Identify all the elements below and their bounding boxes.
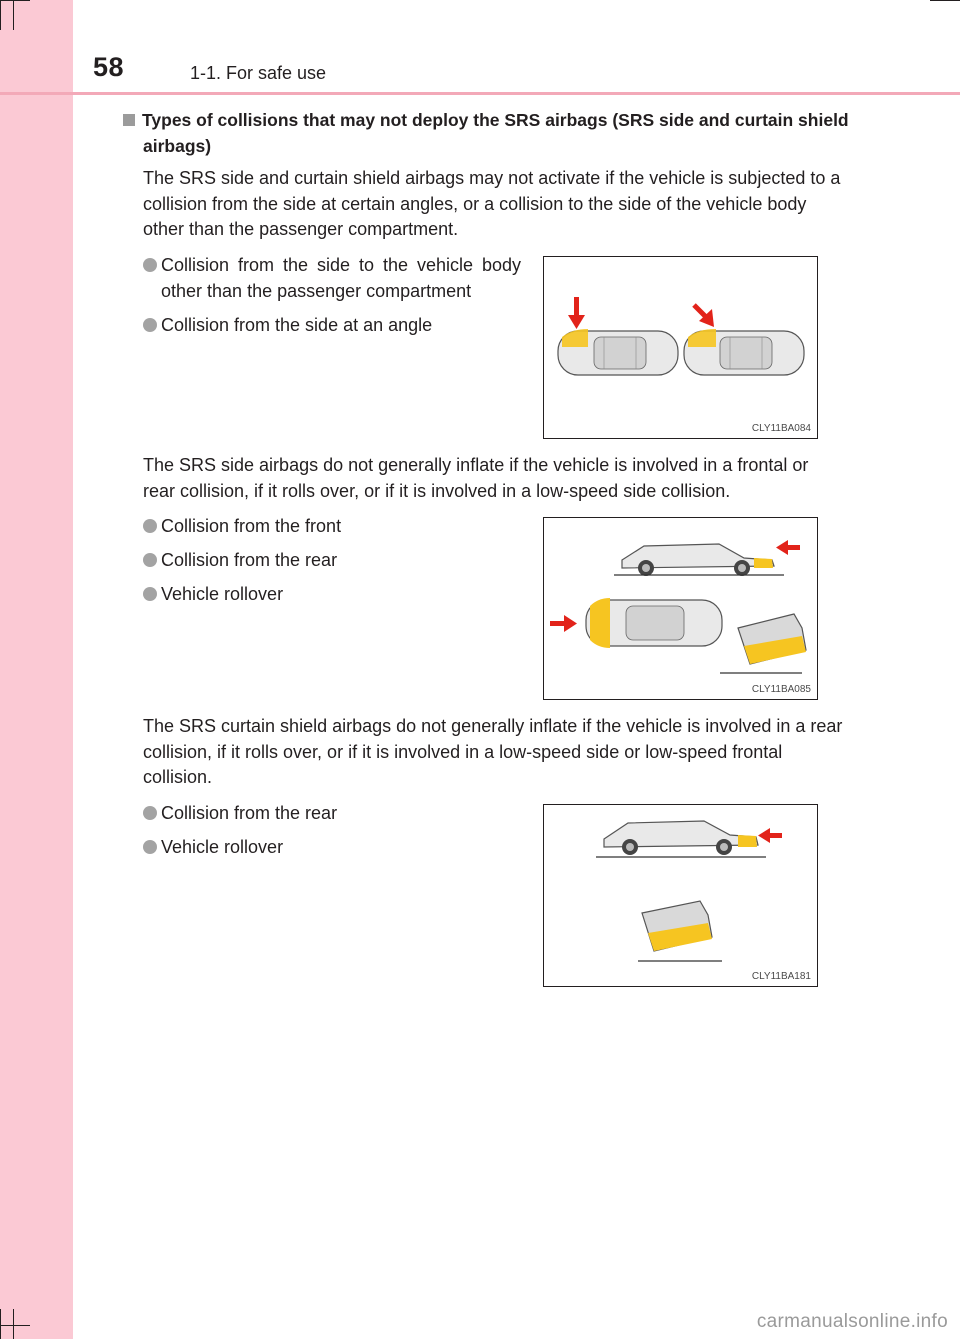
crop-mark: [0, 0, 1, 30]
bullet-text: Collision from the rear: [161, 803, 338, 823]
crop-mark: [930, 0, 960, 1]
crop-mark: [13, 0, 14, 30]
subheading-line2: airbags): [143, 136, 212, 156]
car-top-view-icon: [586, 598, 722, 648]
circle-bullet-icon: [143, 519, 157, 533]
watermark: carmanualsonline.info: [756, 1311, 948, 1332]
impact-arrow-icon: [776, 540, 800, 555]
bullet-item: [143, 800, 337, 826]
car-rollover-icon: [638, 901, 722, 961]
bullet-text: Vehicle rollover: [161, 837, 284, 857]
rear-rollover-illustration: [544, 805, 817, 986]
bullet-item: [143, 312, 432, 338]
impact-arrow-icon: [550, 615, 577, 632]
subheading-line1: Types of collisions that may not deploy the SRS airbags (SRS side and curtain shield: [142, 110, 849, 130]
bullet-text: Collision from the front: [161, 516, 342, 536]
car-side-view-icon: [596, 821, 766, 857]
front-rear-rollover-illustration: [544, 518, 817, 699]
bullet-text: Collision from the side at an angle: [161, 315, 433, 335]
car-side-view-icon: [614, 544, 784, 576]
intro-paragraph: The SRS side and curtain shield airbags may not activate if the vehicle is subjected to a collision from the side at certain angles, or a collision to the side of the vehicle body other than the passenger compartment.: [143, 168, 841, 239]
crop-mark: [0, 1325, 30, 1326]
circle-bullet-icon: [143, 587, 157, 601]
car-top-view-icon: [558, 329, 678, 375]
car-rollover-icon: [720, 614, 806, 673]
figure-code: CLY11BA084: [751, 423, 811, 434]
bullet-item: [143, 547, 337, 573]
circle-bullet-icon: [143, 553, 157, 567]
figure-rear-rollover: [543, 804, 818, 987]
side-collision-illustration: [544, 257, 817, 438]
square-bullet-icon: [123, 114, 135, 126]
crop-mark: [13, 1309, 14, 1339]
figure-side-collision: [543, 256, 818, 439]
bullet-item: [143, 834, 283, 860]
bullet-item: [143, 581, 283, 607]
circle-bullet-icon: [143, 318, 157, 332]
section-title: 1-1. For safe use: [190, 63, 327, 83]
circle-bullet-icon: [143, 840, 157, 854]
bullet-item: [143, 513, 341, 539]
figure-front-rear-rollover: [543, 517, 818, 700]
crop-mark: [0, 1309, 1, 1339]
header-rule: [0, 92, 960, 95]
car-top-view-icon: [684, 329, 804, 375]
side-margin-band: [0, 0, 73, 1339]
circle-bullet-icon: [143, 806, 157, 820]
impact-arrow-icon: [694, 305, 714, 327]
page-number: 58: [93, 52, 125, 82]
figure-code: CLY11BA181: [751, 971, 811, 982]
figure-code: CLY11BA085: [751, 684, 811, 695]
crop-mark: [0, 0, 30, 1]
bullet-text: Collision from the side to the vehicle body other than the passenger compartment: [161, 255, 521, 301]
circle-bullet-icon: [143, 258, 157, 272]
curtain-airbag-paragraph: The SRS curtain shield airbags do not generally inflate if the vehicle is involved in a rear collision, if it rolls over, or if it is involved in a low-speed side or low-speed frontal collision.: [143, 716, 843, 787]
bullet-text: Collision from the rear: [161, 550, 338, 570]
impact-arrow-icon: [758, 828, 782, 843]
bullet-text: Vehicle rollover: [161, 584, 284, 604]
subheading: [123, 107, 853, 159]
bullet-item: [143, 252, 528, 304]
side-airbag-paragraph: The SRS side airbags do not generally inflate if the vehicle is involved in a frontal or rear collision, if it rolls over, or if it is involved in a low-speed side collision.: [143, 455, 809, 501]
impact-arrow-icon: [568, 297, 585, 329]
